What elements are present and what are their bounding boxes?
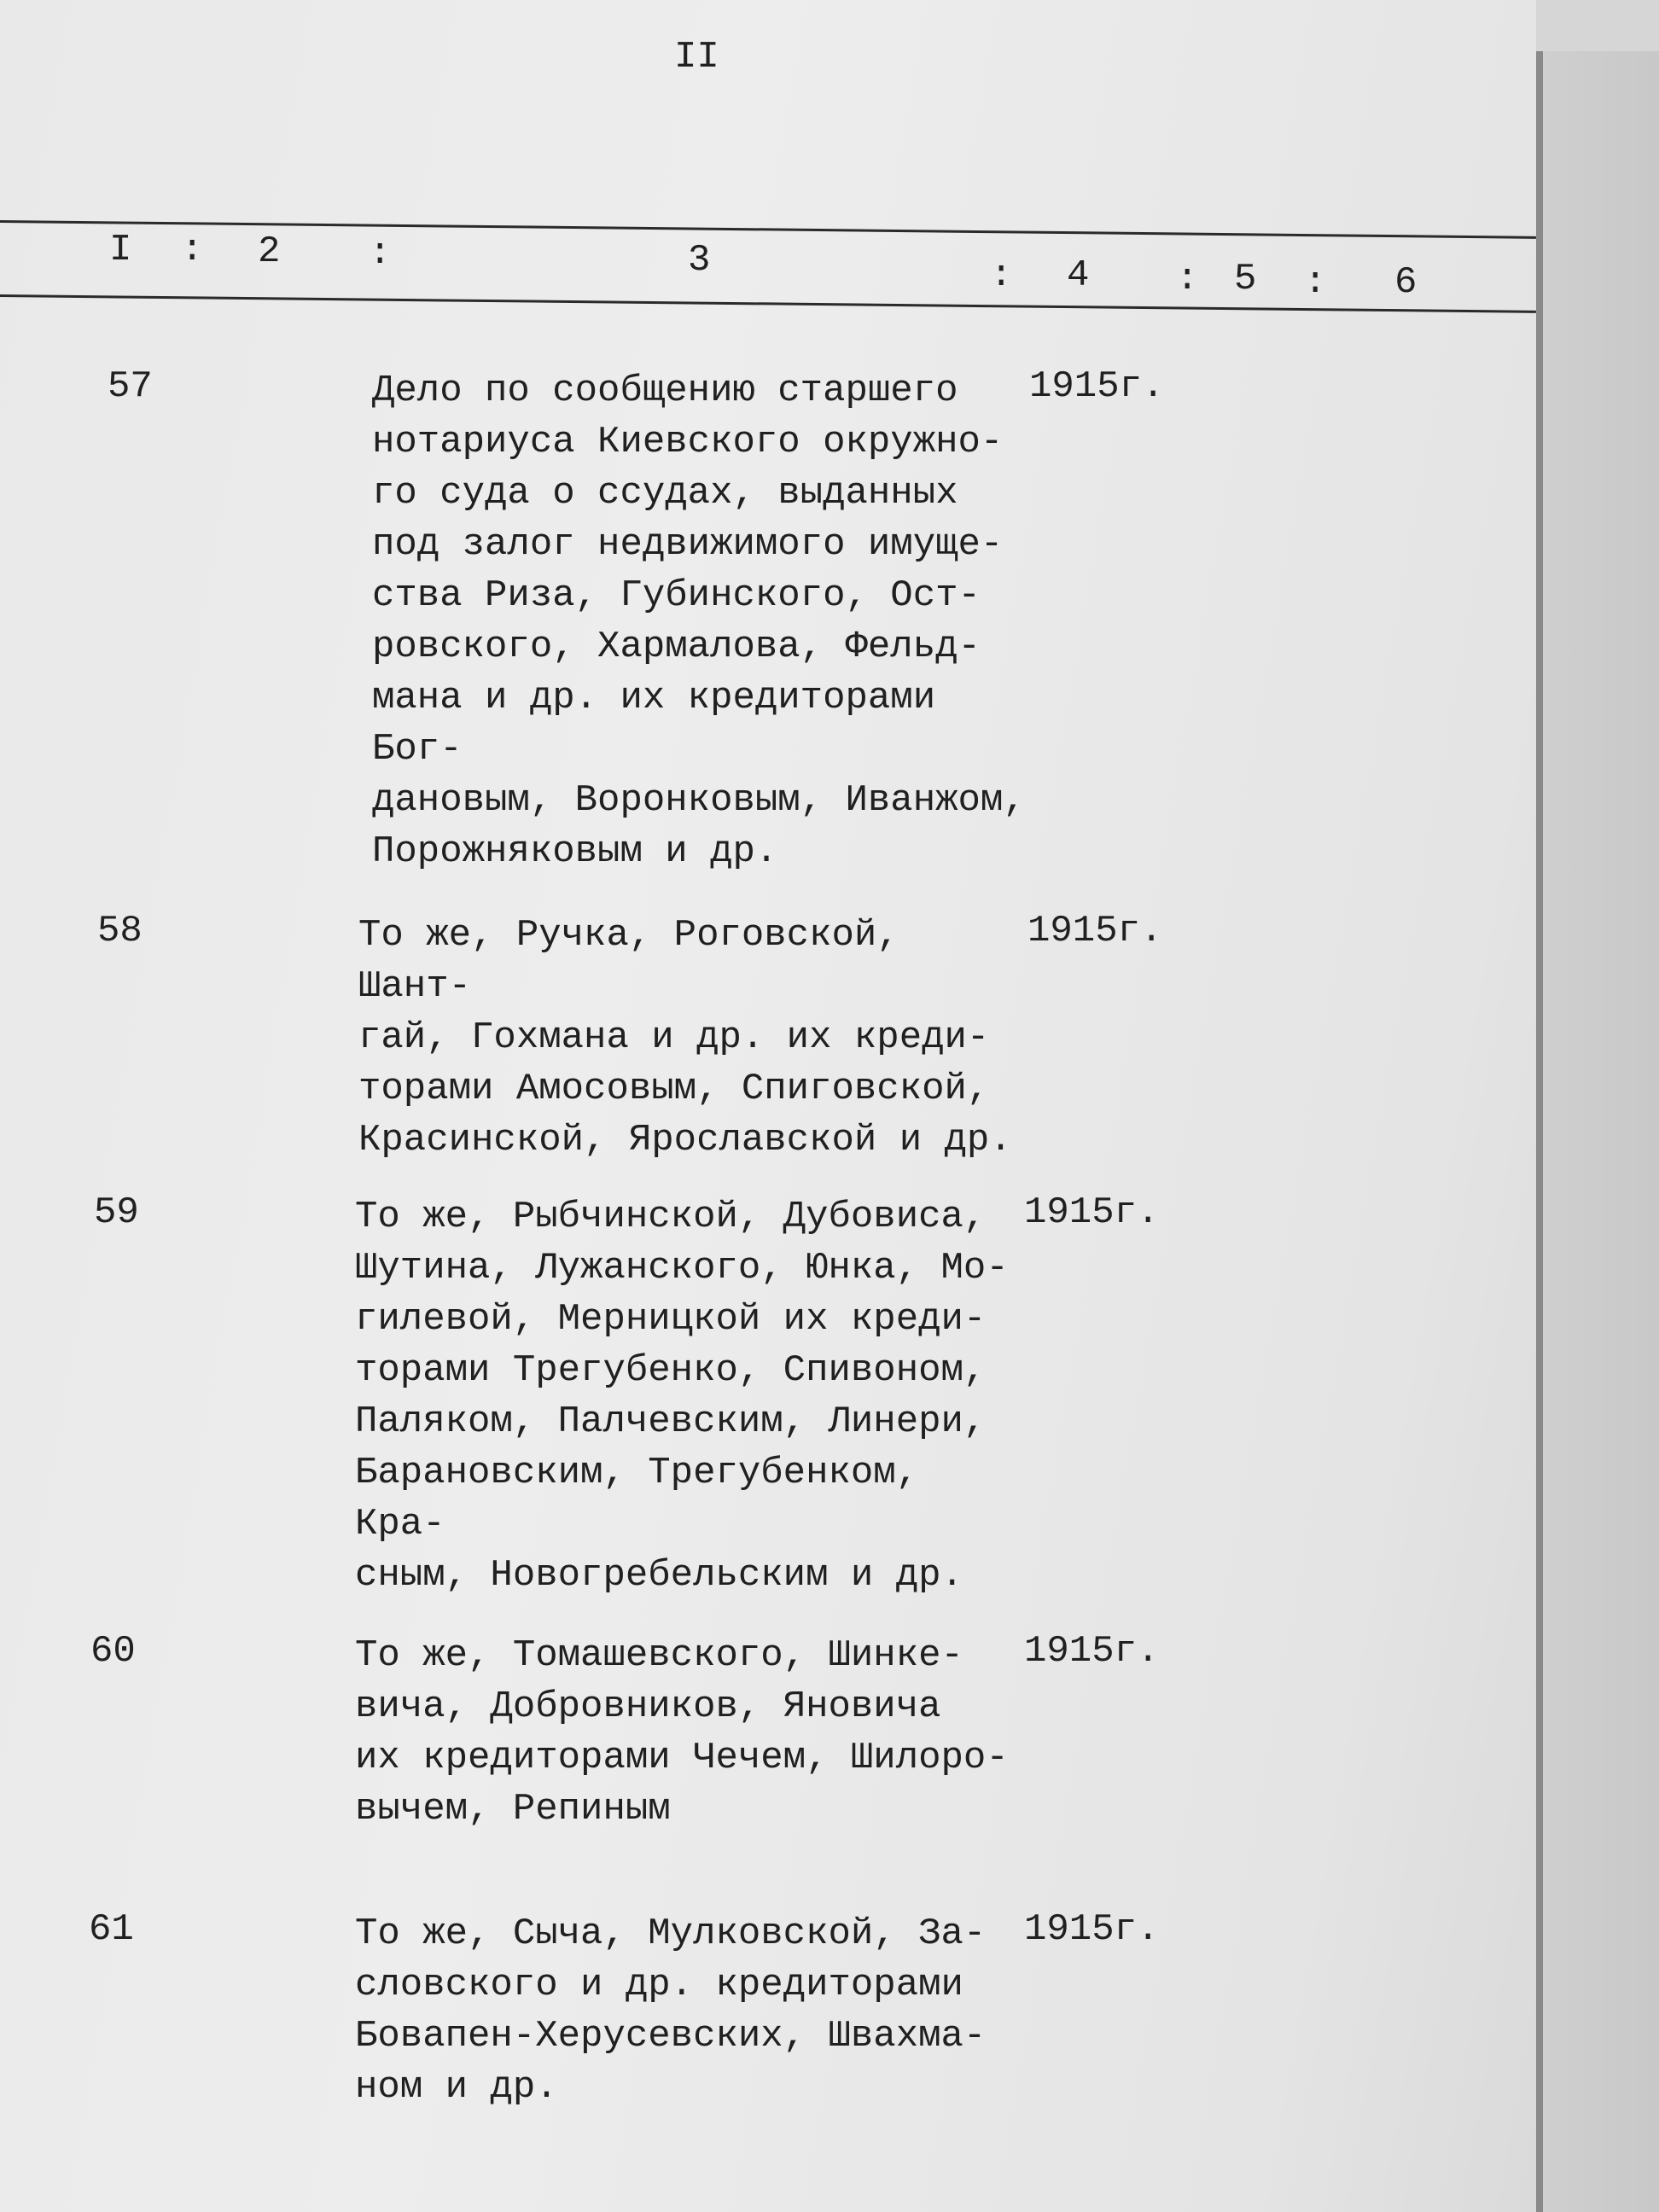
entry-number: 61: [89, 1908, 134, 1951]
entry-date: 1915г.: [1027, 910, 1163, 952]
entry-description: То же, Томашевского, Шинке- вича, Добровников, Яновича их кредиторами Чечем, Шилоро- вычем, Репиным: [355, 1634, 1009, 1831]
entry-description: То же, Ручка, Роговской, Шант- гай, Гохмана и др. их креди- торами Амосовым, Спиговской, Красинской, Ярославской и др.: [358, 914, 1012, 1161]
column-separator: :: [369, 232, 392, 275]
column-separator: :: [1304, 261, 1327, 304]
entry-date: 1915г.: [1029, 365, 1165, 408]
entry-number: 57: [108, 365, 153, 408]
entry-description: То же, Сыча, Мулковской, За- словского и др. кредиторами Бовапен-Херусевских, Швахма- ном и др.: [355, 1912, 987, 2109]
page-number: II: [674, 36, 719, 79]
column-separator: :: [1176, 258, 1199, 300]
column-separator: :: [990, 254, 1013, 297]
entry-description: То же, Рыбчинской, Дубовиса, Шутина, Лужанского, Юнка, Мо- гилевой, Мерницкой их креди- торами Трегубенко, Спивоном, Паляком, Палчевским, Линери, Барановским, Трегубенком, Кра- сным, Новогребельским и др.: [355, 1196, 1009, 1597]
column-header-3: 3: [688, 239, 711, 282]
entry-number: 59: [94, 1191, 139, 1234]
underlying-sheet: [1543, 51, 1659, 2212]
column-header-6: 6: [1394, 261, 1417, 304]
entry-date: 1915г.: [1024, 1191, 1160, 1234]
entry-date: 1915г.: [1024, 1908, 1160, 1951]
column-header-1: I: [109, 229, 132, 271]
entry-number: 60: [90, 1630, 136, 1673]
column-separator: :: [181, 229, 204, 271]
entry-number: 58: [97, 910, 143, 952]
page-edge: [1536, 51, 1543, 2212]
column-header-2: 2: [258, 230, 281, 273]
table-top-rule: [0, 220, 1536, 239]
entry-date: 1915г.: [1024, 1630, 1160, 1673]
column-header-4: 4: [1067, 254, 1090, 297]
column-header-5: 5: [1234, 258, 1257, 300]
entry-description: Дело по сообщению старшего нотариуса Киевского окружно- го суда о ссудах, выданных под залог недвижимого имуще- ства Риза, Губинского, Ост- ровского, Хармалова, Фельд- мана и др. их кредиторами Бог- дановым, Воронковым, Иванжом, Порожняковым и др.: [372, 370, 1026, 873]
